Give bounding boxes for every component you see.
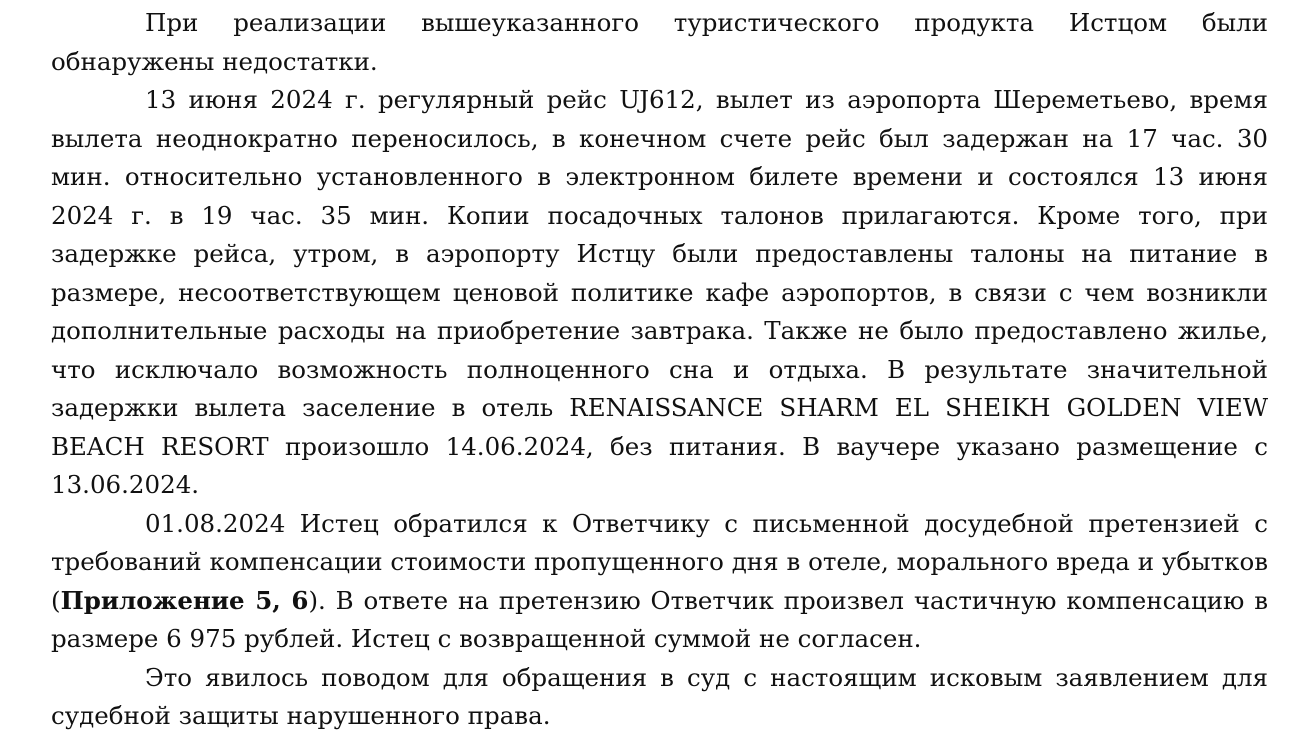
paragraph-flight-delay: 13 июня 2024 г. регулярный рейс UJ612, вылет из аэропорта Шереметьево, время вылета неоднократно переносилось, в конечном счете рейс был задержан на 17 час. 30 мин. относительно установленного в электронном билете времени и состоялся 13 июня 2024 г. в 19 час. 35 мин. Копии посадочных талонов прилагаются. Кроме того, при задержке рейса, утром, в аэропорту Истцу были предоставлены талоны на питание в размере, несоответствующем ценовой политике кафе аэропортов, в связи с чем возникли дополнительные расходы на приобретение завтрака. Также не было предоставлено жилье, что исключало возможность полноценного сна и отдыха. В результате значительной задержки вылета заселение в отель RENAISSANCE SHARM EL SHEIKH GOLDEN VIEW BEACH RESORT произошло 14.06.2024, без питания. В ваучере указано размещение с 13.06.2024. (51, 85, 1268, 499)
claim-text-before: 01.08.2024 Истец обратился к Ответчику с письменной досудебной претензией с требований компенсации стоимости пропущенного дня в отеле, морального вреда и убытков ( (51, 508, 1268, 615)
paragraph-court-appeal: Это явилось поводом для обращения в суд с настоящим исковым заявлением для судебной защиты нарушенного права. (51, 662, 1268, 730)
paragraph-pretrial-claim (51, 505, 1268, 659)
appendix-reference: Приложение 5, 6 (60, 585, 309, 615)
paragraph-defects-found: При реализации вышеуказанного туристического продукта Истцом были обнаружены недостатки. (51, 8, 1268, 76)
claim-text-after: ). В ответе на претензию Ответчик произвел частичную компенсацию в размере 6 975 рублей. Истец с возвращенной суммой не согласен. (51, 585, 1268, 653)
